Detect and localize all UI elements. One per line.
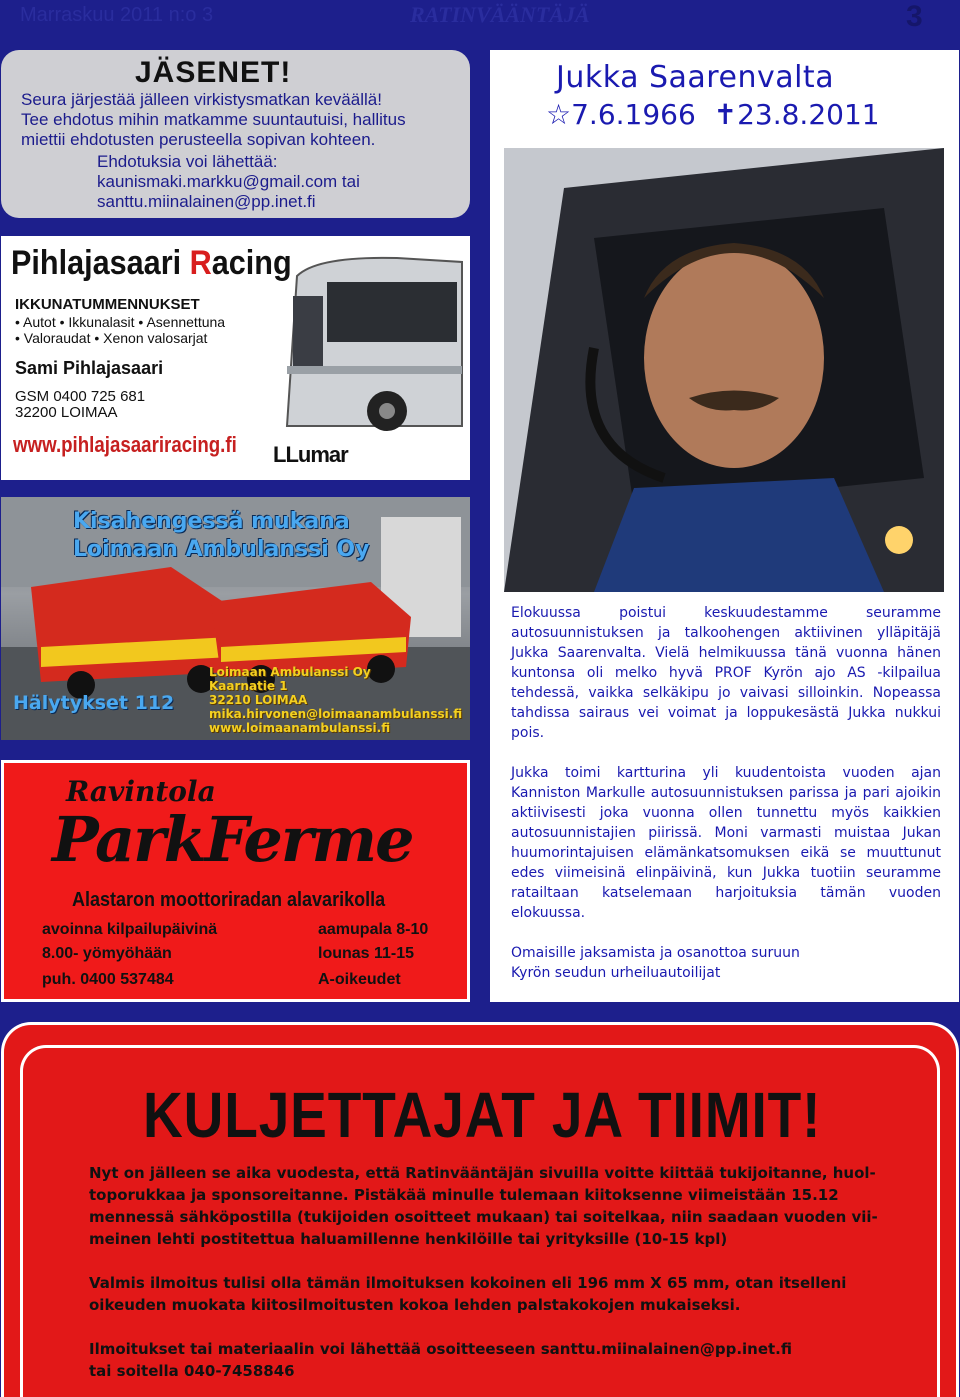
ambulance-alarm: Hälytykset 112 — [13, 692, 175, 714]
members-line: Seura järjestää jälleen virkistysmatkan keväällä! — [21, 90, 382, 109]
banner-line: Valmis ilmoitus tulisi olla tämän ilmoituksen kokoinen eli 196 mm X 65 mm, otan itselleni — [89, 1274, 847, 1292]
park-lunch: lounas 11-15 — [318, 945, 415, 962]
drivers-teams-banner — [1, 1022, 959, 1397]
portrait-photo — [504, 148, 944, 592]
masthead: RATINVÄÄNTÄJÄ — [410, 2, 590, 27]
page-header — [0, 0, 960, 36]
banner-frame — [20, 1045, 940, 1397]
pihla-heading: IKKUNATUMMENNUKSET — [15, 296, 200, 313]
banner-line: Nyt on jälleen se aika vuodesta, että Ratinvääntäjän sivuilla voitte kiittää tukijoitanne, huol- — [89, 1164, 876, 1182]
banner-line: oikeuden muokata kiitosilmoitusten kokoa lehden palstakokojen mukaiseksi. — [89, 1296, 741, 1314]
pihla-line: • Valoraudat • Xenon valosarjat — [15, 330, 208, 346]
bus-icon — [277, 246, 467, 436]
members-line: Tee ehdotus mihin matkamme suuntautuisi, hallitus — [21, 110, 406, 129]
members-line: miettii ehdotusten perusteella sopivan kohteen. — [21, 130, 376, 149]
park-subtitle: Alastaron moottoriradan alavarikolla — [72, 889, 386, 911]
park-hours: 8.00- yömyöhään — [42, 945, 172, 962]
pihla-city: 32200 LOIMAA — [15, 404, 118, 421]
members-email-1[interactable]: kaunismaki.markku@gmail.com tai — [97, 172, 360, 191]
park-ravintola: Ravintola — [66, 775, 216, 808]
ambulance-website-link[interactable]: www.loimaanambulanssi.fi — [209, 721, 391, 735]
banner-title: KULJETTAJAT JA TIIMIT! — [143, 1079, 822, 1151]
ambulance-ad[interactable] — [1, 497, 470, 740]
obituary-paragraph-1: Elokuussa poistui keskuudestamme seuramme autosuunnistuksen ja talkoohengen aktiivinen ylläpitäjä Jukka Saarenvalta. Vielä helmikuussa tänä vuonna hänen kuntonsa oli melko hyvä PROF Kyrön ajo AS -kilpailua tehdessä, vaikka selkäkipu jo vaivasi silloinkin. Nopeassa tahdissa sairaus vei voimat ja loppukesästä Jukka nukkui pois. — [511, 605, 941, 741]
obituary-panel — [490, 50, 959, 1002]
members-send-line: Ehdotuksia voi lähettää: — [97, 152, 278, 171]
ambulance-email-link[interactable]: mika.hirvonen@loimaanambulanssi.fi — [209, 707, 463, 721]
pihla-phone: GSM 0400 725 681 — [15, 388, 146, 405]
cross-icon: ✝ — [704, 98, 738, 131]
members-email-2[interactable]: santtu.miinalainen@pp.inet.fi — [97, 192, 316, 211]
members-title: JÄSENET! — [135, 56, 292, 89]
portrait-illustration — [504, 148, 944, 592]
page-number: 3 — [906, 0, 923, 33]
obituary-paragraph-2: Jukka toimi kartturina yli kuudentoista vuoden ajan Kanniston Markulle autosuunnistuksen parissa ja pari ajoikin aktiivisesti joka vuonna ollen tunnettu myös kaikkien autosuunnistajien piirissä. Moni varmasti muistaa Jukan huumorintajuisen elämänkatsomuksen eikä se muuttunut edes viimeisinä elinpäivinä, kun Jukka tuotiin seuramme ratailtaan katselemaan harjoituksia tämän vuoden elokuussa. — [511, 765, 941, 921]
banner-line: toporukkaa ja sponsoreitanne. Pistäkää minulle tulemaan kiitoksenne viimeistään 15.12 — [89, 1186, 839, 1204]
ambulance-title-1: Kisahengessä mukana — [73, 509, 350, 534]
banner-line: meinen lehti postitettua haluamillenne henkilöille tai yrityksille (10-15 kpl) — [89, 1230, 728, 1248]
members-notice — [1, 50, 470, 218]
obituary-dates — [546, 98, 880, 131]
obituary-name: Jukka Saarenvalta — [556, 60, 835, 95]
ambulance-title-2: Loimaan Ambulanssi Oy — [73, 537, 370, 562]
issue-label: Marraskuu 2011 n:o 3 — [20, 4, 214, 26]
obituary-closing: Omaisille jaksamista ja osanottoa suruun Kyrön seudun urheiluautoilijat — [511, 945, 800, 981]
llumar-logo: LLumar — [273, 442, 348, 467]
banner-email-line[interactable]: Ilmoitukset tai materiaalin voi lähettää osoitteeseen santtu.miinalainen@pp.inet.fi — [89, 1340, 793, 1358]
park-phone: puh. 0400 537484 — [42, 971, 174, 988]
pihlajasaari-logo: Pihlajasaari Racing — [11, 244, 292, 282]
pihla-website-link[interactable]: www.pihlajasaariracing.fi — [13, 432, 237, 457]
pihla-line: • Autot • Ikkunalasit • Asennettuna — [15, 314, 226, 330]
parkferme-logo: ParkFerme — [52, 803, 413, 876]
park-license: A-oikeudet — [318, 971, 401, 988]
park-breakfast: aamupala 8-10 — [318, 921, 429, 938]
pihla-person: Sami Pihlajasaari — [15, 358, 164, 378]
ambulance-info: 32210 LOIMAA — [209, 693, 308, 707]
ambulance-info: Loimaan Ambulanssi Oy — [209, 665, 371, 679]
park-hours: avoinna kilpailupäivinä — [42, 921, 218, 938]
banner-phone-line: tai soitella 040-7458846 — [89, 1362, 295, 1380]
pihlajasaari-ad[interactable] — [1, 236, 470, 480]
parkferme-ad[interactable] — [1, 760, 470, 1002]
star-icon: ☆ — [546, 98, 572, 131]
birth-date: 7.6.1966 — [571, 98, 696, 131]
banner-line: mennessä sähköpostilla (tukijoiden osoitteet mukaan) tai soitelkaa, niin saadaan vuoden vii- — [89, 1208, 878, 1226]
ambulance-info: Kaarnatie 1 — [209, 679, 288, 693]
death-date: 23.8.2011 — [737, 98, 880, 131]
